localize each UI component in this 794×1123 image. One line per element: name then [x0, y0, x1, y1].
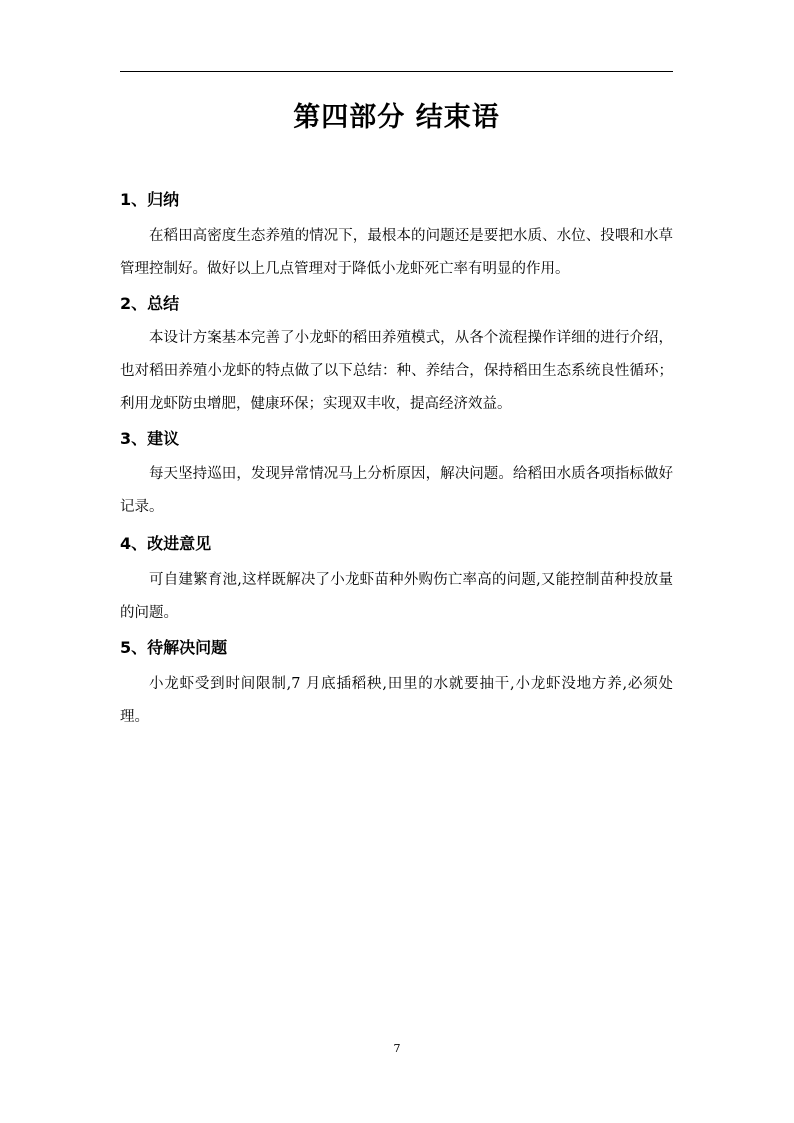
section-heading-improvements: 4、改进意见 — [120, 534, 212, 553]
page-title: 第四部分 结束语 — [293, 102, 500, 133]
section-heading-summary: 1、归纳 — [120, 190, 180, 209]
section-body-improvements: 可自建繁育池,这样既解决了小龙虾苗种外购伤亡率高的问题,又能控制苗种投放量的问题。 — [120, 572, 673, 621]
section-heading-open-issues: 5、待解决问题 — [120, 638, 228, 657]
section-body-suggestions: 每天坚持巡田，发现异常情况马上分析原因，解决问题。给稻田水质各项指标做好记录。 — [120, 466, 673, 515]
header-rule — [120, 71, 673, 72]
section-heading-conclusion: 2、总结 — [120, 294, 180, 313]
section-body-open-issues: 小龙虾受到时间限制,7 月底插稻秧,田里的水就要抽干,小龙虾没地方养,必须处理。 — [120, 676, 673, 725]
section-body-summary: 在稻田高密度生态养殖的情况下，最根本的问题还是要把水质、水位、投喂和水草管理控制好。做好以上几点管理对于降低小龙虾死亡率有明显的作用。 — [120, 228, 673, 277]
section-body-conclusion: 本设计方案基本完善了小龙虾的稻田养殖模式，从各个流程操作详细的进行介绍，也对稻田养殖小龙虾的特点做了以下总结：种、养结合，保持稻田生态系统良性循环；利用龙虾防虫增肥，健康环保；实现双丰收，提高经济效益。 — [120, 330, 673, 412]
section-heading-suggestions: 3、建议 — [120, 429, 180, 448]
page-number: 7 — [393, 1042, 401, 1055]
